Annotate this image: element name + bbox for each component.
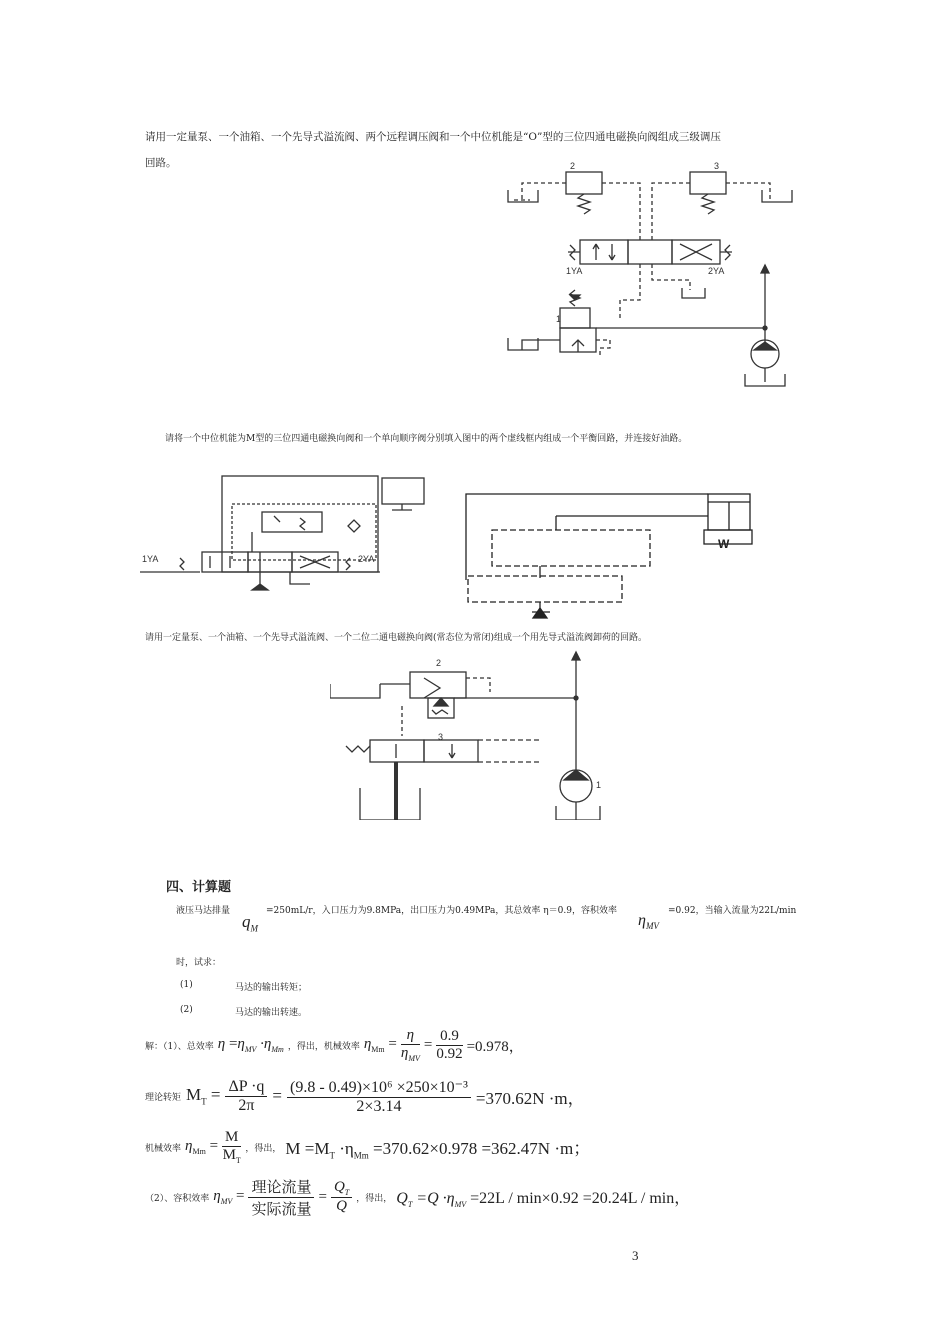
s1-denominator: 0.92 — [436, 1045, 463, 1062]
s3-result: =370.62×0.978 =362.47N ·m； — [373, 1138, 591, 1158]
fig1-label-1ya: 1YA — [566, 266, 583, 276]
problem-line2: 时，试求： — [176, 958, 222, 968]
s4-denominator: 实际流量 — [251, 1199, 312, 1218]
problem-part-c: =0.92，当输入流量为22L/min — [668, 906, 797, 916]
q3-text: 请用一定量泵、一个油箱、一个先导式溢流阀、一个二位二通电磁换向阀(常态位为常闭)组成一个用先导式溢流阀卸荷的回路。 — [145, 633, 648, 643]
dashed-box-lower — [468, 576, 622, 602]
solution-step3: 机械效率 $\eta_{Mm}$ = $\frac{M}{M_T}$ ，得出， $M =M_T \cdot\eta_{Mm} =370.62\times 0.978 =362.47N \cdot m$； — [145, 1129, 591, 1165]
item1-text: 马达的输出转矩； — [235, 983, 308, 993]
s2-result: =370.62N ·m， — [475, 1088, 585, 1108]
solution-step4: （2）、容积效率 $\eta_{MV}$ = $\frac{\text{理论流量}}{\text{实际流量}}$ = $\frac{Q_T}{Q}$ ，得出， $Q_T =Q \cdot\eta_{MV} =22L / \min\times 0.92 =20.24L / \min$， — [145, 1177, 691, 1218]
s4-mid: ，得出， — [356, 1193, 393, 1204]
qm-symbol: $q_M$ — [242, 912, 258, 934]
problem-part-b: =250mL/r，入口压力为9.8MPa，出口压力为0.49MPa，其总效率 η＝0.9，容积效率 — [266, 906, 617, 916]
figure-three-stage-pressure-circuit — [500, 160, 820, 400]
q1-line2: 回路。 — [145, 157, 177, 169]
fig3-label-1: 1 — [596, 780, 602, 790]
s2-den1: 2π — [238, 1096, 255, 1114]
s3-mid: ，得出， — [245, 1143, 282, 1154]
fig2-label-w: W — [718, 537, 730, 551]
s4-prefix: （2）、容积效率 — [145, 1193, 210, 1204]
s2-prefix: 理论转矩 — [145, 1092, 182, 1103]
s4-result: =22L / min×0.92 =20.24L / min， — [470, 1189, 691, 1207]
eta-mv-symbol: $\eta_{MV}$ — [638, 912, 659, 932]
fig1-label-2: 2 — [570, 161, 576, 171]
s3-numerator: M — [222, 1129, 241, 1147]
s1-result: =0.978， — [466, 1038, 524, 1055]
problem-part-a: 液压马达排量 — [176, 906, 231, 916]
solution-step2: 理论转矩 $M_T$ = $\frac{\Delta P \cdot q}{2\pi}$ = $\frac{\text{(9.8 - 0.49)×10⁶ ×250×10⁻³}}{2\times 3.14}$ =370.62N ·m， — [145, 1077, 585, 1115]
s2-den2: 2×3.14 — [356, 1097, 402, 1115]
item2-text: 马达的输出转速。 — [235, 1008, 308, 1018]
figure-unloading-circuit — [330, 648, 630, 820]
fig1-label-1: 1 — [556, 314, 562, 324]
figure-balance-circuit-blank — [460, 490, 760, 620]
fig2-label-2ya: 2YA — [358, 554, 375, 564]
figure-balance-circuit-answer — [140, 472, 440, 612]
remote-valve-3 — [690, 172, 726, 194]
solution-step1: 解：（1）、总效率 $\eta =\eta_{MV} \cdot\eta_{Mm}$ ，得出，机械效率 $\eta_{Mm}$ = $\frac{\eta}{\eta_{MV}}$ = $\frac{0.9}{0.92}$ =0.978， — [145, 1027, 524, 1063]
s2-num2: (9.8 - 0.49)×10⁶ ×250×10⁻³ — [287, 1077, 471, 1098]
q1-line1: 请用一定量泵、一个油箱、一个先导式溢流阀、两个远程调压阀和一个中位机能是“O”型的三位四通电磁换向阀组成三级调压 — [145, 131, 721, 143]
s1-prefix: 解：（1）、总效率 — [145, 1041, 214, 1052]
remote-valve-2 — [566, 172, 602, 194]
s1-numerator: 0.9 — [436, 1028, 462, 1046]
fig3-label-3: 3 — [438, 732, 444, 742]
s4-numerator: 理论流量 — [248, 1176, 314, 1198]
page-number: 3 — [632, 1248, 639, 1263]
section-title: 四、计算题 — [166, 880, 232, 895]
fig1-label-2ya: 2YA — [708, 266, 725, 276]
s1-mid: ，得出，机械效率 — [287, 1041, 360, 1052]
fig3-label-2: 2 — [436, 658, 442, 668]
fig2-label-1ya: 1YA — [142, 554, 159, 564]
item1-number: (1) — [180, 980, 193, 990]
q2-text: 请将一个中位机能为M型的三位四通电磁换向阀和一个单向顺序阀分别填入图中的两个虚线框内组成一个平衡回路，并连接好油路。 — [165, 434, 688, 444]
item2-number: (2) — [180, 1005, 193, 1015]
s2-num1: ΔP ·q — [225, 1078, 267, 1097]
fig1-label-3: 3 — [714, 161, 720, 171]
s3-prefix: 机械效率 — [145, 1143, 182, 1154]
s3-denominator: M — [222, 1147, 236, 1163]
dashed-box-upper — [492, 530, 650, 566]
